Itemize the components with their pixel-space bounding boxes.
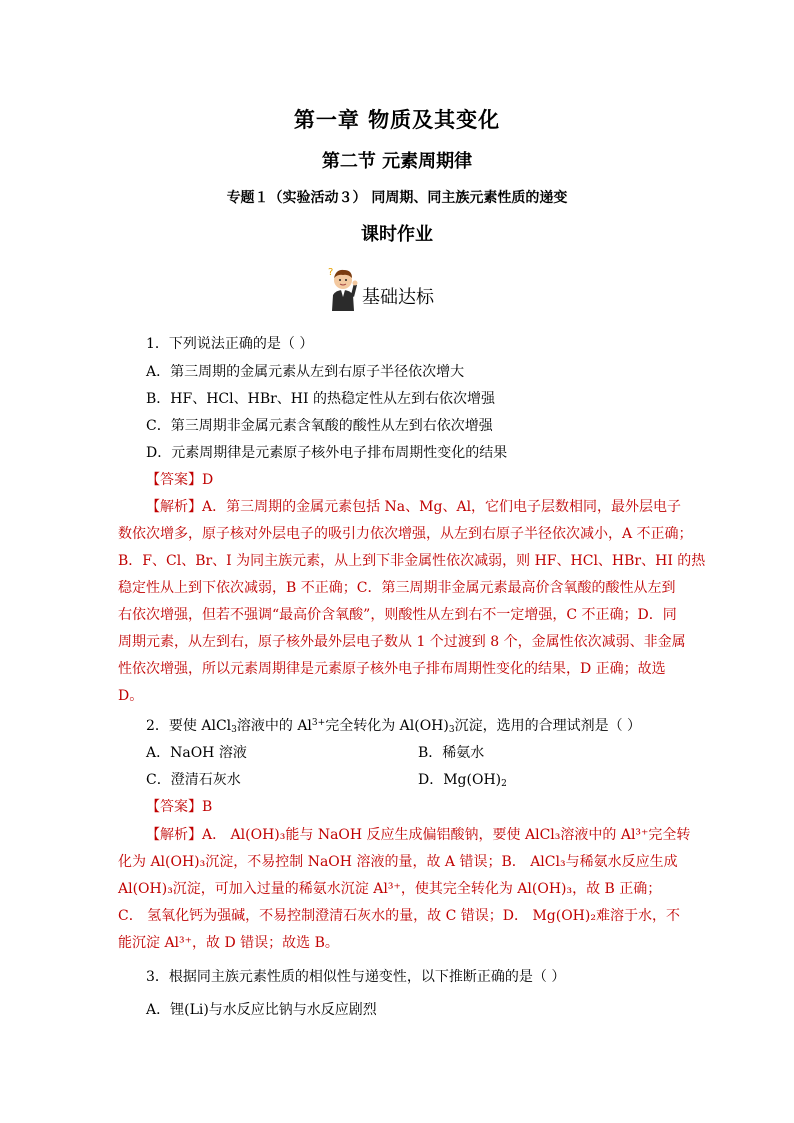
analysis-tag: 【解析】 — [146, 499, 202, 515]
q2-stem-part: 溶液中的 Al — [236, 718, 312, 734]
answer-value: B — [202, 799, 213, 815]
q2-analysis-line-2: 化为 Al(OH)₃沉淀，不易控制 NaOH 溶液的量，故 A 错误；B． AlCl₃与稀氨水反应生成 — [118, 854, 678, 870]
q1-answer — [146, 470, 213, 490]
svg-text:?: ? — [328, 267, 334, 278]
q3-option-a: A．锂(Li)与水反应比钠与水反应剧烈 — [146, 1002, 377, 1018]
q1-analysis-line-6: 周期元素，从左到右，原子核外最外层电子数从 1 个过渡到 8 个，金属性依次减弱、非金属 — [118, 634, 686, 650]
analysis-text: A．第三周期的金属元素包括 Na、Mg、Al，它们电子层数相同，最外层电子 — [202, 499, 682, 515]
q2-analysis-line-5: 能沉淀 Al³⁺，故 D 错误；故选 B。 — [118, 935, 339, 951]
q1-stem: 1．下列说法正确的是（ ） — [146, 336, 314, 352]
answer-value: D — [202, 472, 214, 488]
q2-option-c: C．澄清石灰水 — [146, 772, 241, 788]
analysis-text: A． Al(OH)₃能与 NaOH 反应生成偏铝酸钠，要使 AlCl₃溶液中的 Al³⁺完全转 — [202, 827, 691, 843]
q1-analysis-line-4: 稳定性从上到下依次减弱，B 不正确；C．第三周期非金属元素最高价含氧酸的酸性从左到 — [118, 580, 676, 596]
q2-answer — [146, 797, 212, 817]
q3-stem: 3．根据同主族元素性质的相似性与递变性，以下推断正确的是（ ） — [146, 969, 566, 985]
q2-stem-sup: 3+ — [311, 718, 326, 728]
answer-tag: 【答案】 — [146, 472, 202, 488]
section-title: 第二节 元素周期律 — [321, 151, 473, 172]
badge-label: 基础达标 — [362, 287, 434, 308]
q2-analysis-line-4: C． 氢氧化钙为强碱，不易控制澄清石灰水的量，故 C 错误；D． Mg(OH)₂难溶于水，不 — [118, 908, 680, 924]
q2-analysis-line-1 — [146, 825, 690, 845]
worktype-title: 课时作业 — [361, 224, 433, 245]
q1-option-b: B．HF、HCl、HBr、HI 的热稳定性从左到右依次增强 — [146, 391, 495, 407]
q1-analysis-line-2: 数依次增多，原子核对外层电子的吸引力依次增强，从左到右原子半径依次减小，A 不正确； — [118, 526, 693, 542]
q1-analysis-line-8: D。 — [118, 688, 144, 704]
thinking-student-icon — [326, 265, 360, 313]
q2-stem-sub: 3 — [231, 725, 237, 735]
q2-option-d — [418, 770, 507, 790]
section-badge — [326, 265, 434, 313]
q2-option-d-sub: 2 — [501, 779, 507, 789]
q2-option-b: B．稀氨水 — [418, 745, 485, 761]
q2-stem-part: 完全转化为 Al(OH) — [325, 718, 449, 734]
answer-tag: 【答案】 — [146, 799, 202, 815]
q2-stem-part: 沉淀，选用的合理试剂是（ ） — [454, 718, 642, 734]
topic-title: 专题１（实验活动３） 同周期、同主族元素性质的递变 — [226, 190, 568, 206]
q1-analysis-line-7: 性依次增强，所以元素周期律是元素原子核外电子排布周期性变化的结果，D 正确；故选 — [118, 661, 666, 677]
q2-option-d-text: D．Mg(OH) — [418, 772, 502, 788]
q1-option-c: C．第三周期非金属元素含氧酸的酸性从左到右依次增强 — [146, 418, 493, 434]
q1-analysis-line-1 — [146, 497, 681, 517]
analysis-tag: 【解析】 — [146, 827, 202, 843]
q2-stem-sub: 3 — [448, 725, 455, 735]
q2-stem — [146, 716, 641, 736]
q1-analysis-line-3: B．F、Cl、Br、I 为同主族元素，从上到下非金属性依次减弱，则 HF、HCl、HBr、HI 的热 — [118, 553, 706, 569]
q1-analysis-line-5: 右依次增强，但若不强调“最高价含氧酸”，则酸性从左到右不一定增强，C 不正确；D．同 — [118, 607, 677, 623]
q2-stem-part: 2．要使 AlCl — [146, 718, 232, 734]
q2-option-a: A．NaOH 溶液 — [146, 745, 247, 761]
chapter-title: 第一章 物质及其变化 — [293, 107, 501, 132]
q1-option-d: D．元素周期律是元素原子核外电子排布周期性变化的结果 — [146, 445, 508, 461]
q1-option-a: A．第三周期的金属元素从左到右原子半径依次增大 — [146, 364, 465, 380]
q2-analysis-line-3: Al(OH)₃沉淀，可加入过量的稀氨水沉淀 Al³⁺，使其完全转化为 Al(OH)₃，故 B 正确； — [118, 881, 662, 897]
